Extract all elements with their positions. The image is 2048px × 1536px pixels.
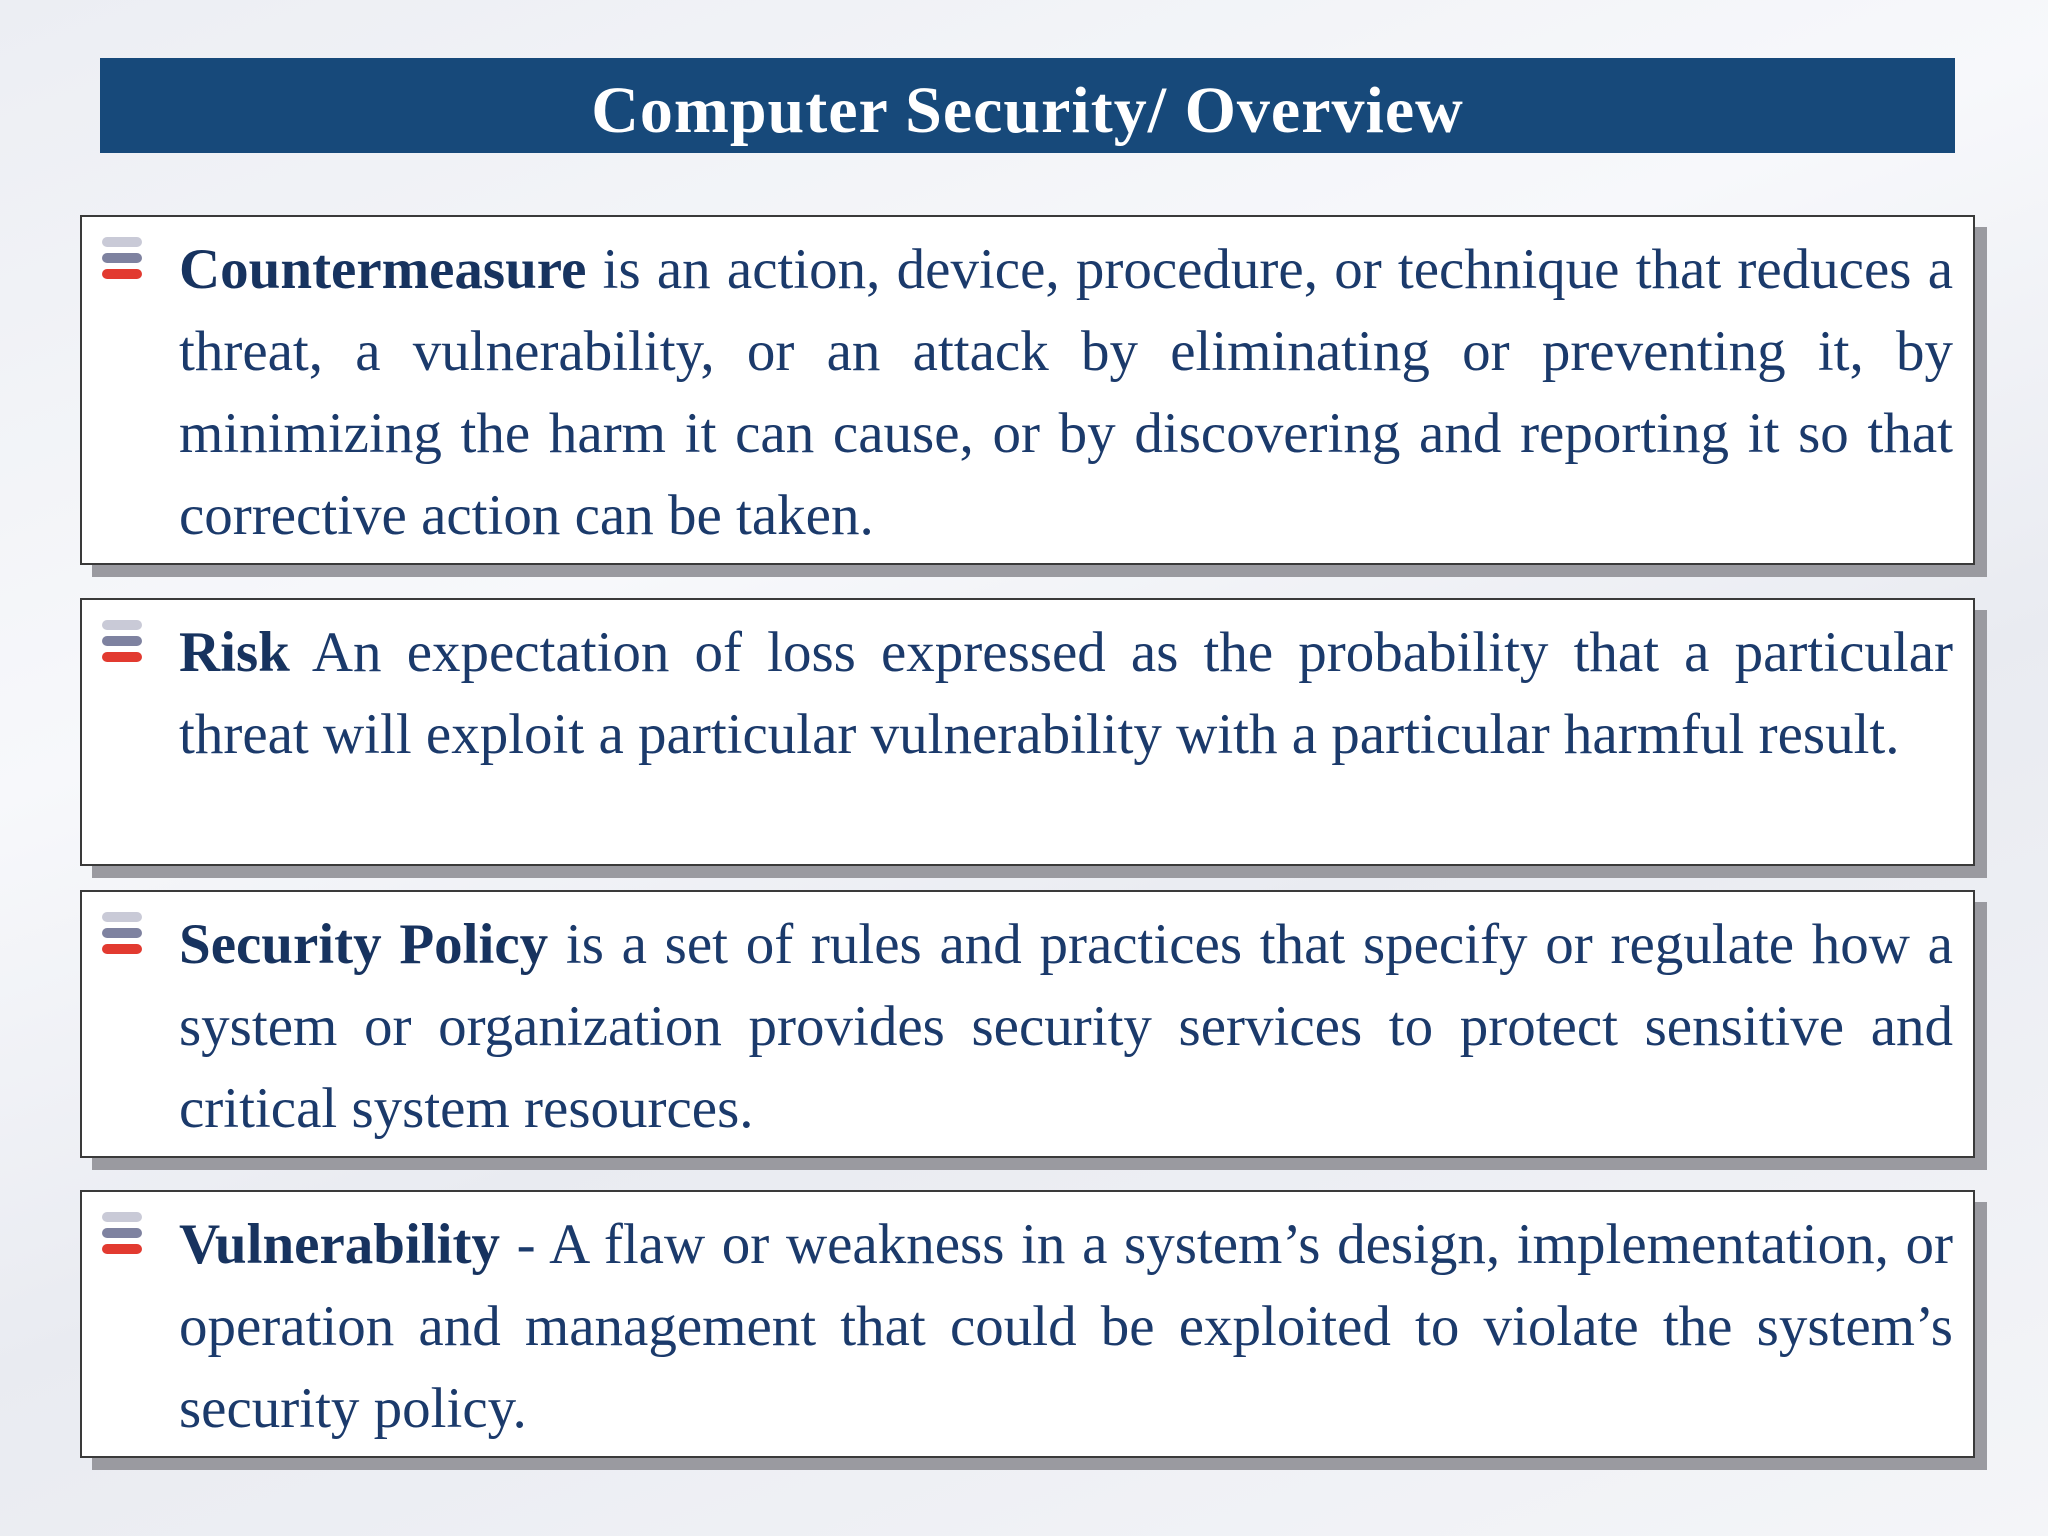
slide-title-bar <box>100 58 1955 153</box>
definition-term: Security Policy <box>179 913 549 976</box>
definition-box-risk <box>80 598 1975 866</box>
definition-box-vulnerability <box>80 1190 1975 1458</box>
definition-body: is a set of rules and practices that specify or regulate how a system or organization provides security services to protect sensitive and critical system resources. <box>179 913 1953 1140</box>
definition-body: - A flaw or weakness in a system’s design, implementation, or operation and management that could be exploited to violate the system’s security policy. <box>179 1213 1953 1440</box>
definition-term: Countermeasure <box>179 238 587 301</box>
definition-box-countermeasure <box>80 215 1975 565</box>
definition-text <box>179 1204 1953 1450</box>
bullet-icon <box>102 620 142 690</box>
definition-box-security-policy <box>80 890 1975 1158</box>
definition-text <box>179 904 1953 1150</box>
definition-text <box>179 229 1953 557</box>
bullet-icon <box>102 912 142 982</box>
bullet-icon <box>102 1212 142 1282</box>
definition-text <box>179 612 1953 776</box>
slide-title: Computer Security/ Overview <box>591 73 1464 147</box>
definition-term: Risk <box>179 621 290 684</box>
bullet-icon <box>102 237 142 307</box>
definition-body: An expectation of loss expressed as the probability that a particular threat will exploit a particular vulnerability with a particular harmful result. <box>179 621 1953 766</box>
definition-term: Vulnerability <box>179 1213 500 1276</box>
definition-body: is an action, device, procedure, or technique that reduces a threat, a vulnerability, or an attack by eliminating or preventing it, by minimizing the harm it can cause, or by discovering and reporting it so that corrective action can be taken. <box>179 238 1953 547</box>
